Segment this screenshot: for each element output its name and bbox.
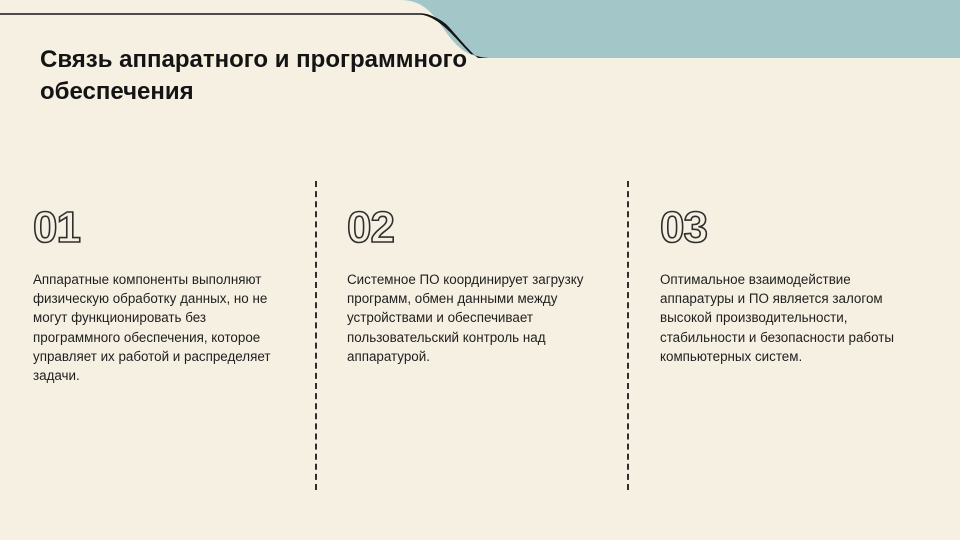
info-column-2 — [347, 200, 597, 366]
column-number: 03 — [660, 203, 707, 252]
column-text: Аппаратные компоненты выполняют физическую обработку данных, но не могут функционировать без программного обеспечения, которое управляет их работой и распределяет задачи. — [33, 272, 271, 384]
info-column-1 — [33, 200, 283, 385]
column-divider-1 — [315, 181, 317, 490]
column-divider-2 — [627, 181, 629, 490]
column-text: Системное ПО координирует загрузку программ, обмен данными между устройствами и обеспечивает пользовательский контроль над аппаратурой. — [347, 272, 584, 364]
slide-title: Связь аппаратного и программного обеспечения — [40, 46, 467, 105]
column-text: Оптимальное взаимодействие аппаратуры и ПО является залогом высокой производительности, стабильности и безопасности работы компьютерных систем. — [660, 272, 894, 364]
column-number: 02 — [347, 203, 394, 252]
info-column-3 — [660, 200, 910, 366]
column-number: 01 — [33, 203, 80, 252]
